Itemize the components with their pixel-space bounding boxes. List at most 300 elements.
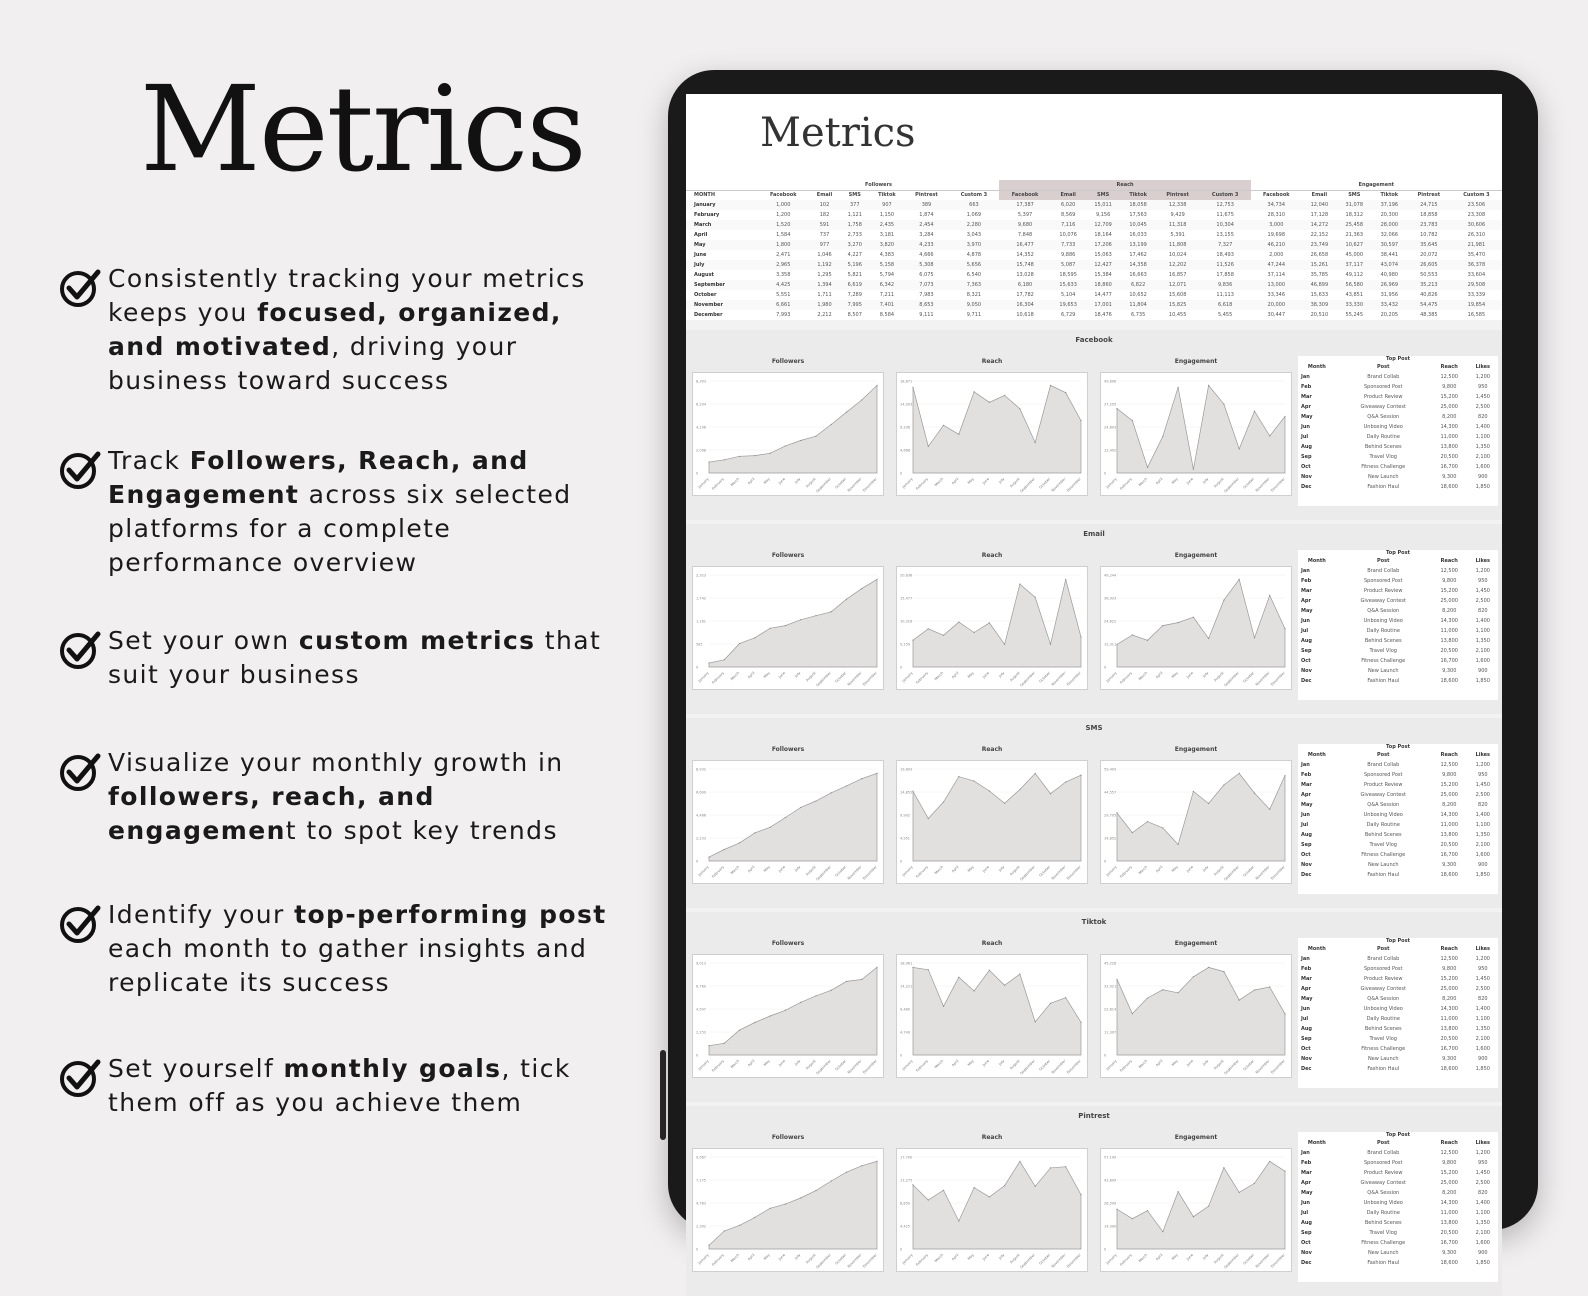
post-cell[interactable]: New Launch	[1367, 474, 1399, 480]
metric-cell[interactable]: 11,113	[1216, 292, 1234, 298]
likes-cell[interactable]: 1,350	[1475, 638, 1490, 644]
reach-cell[interactable]: 20,500	[1440, 842, 1458, 848]
post-cell[interactable]: Q&A Session	[1367, 802, 1400, 808]
metric-cell[interactable]: 17,782	[1016, 292, 1034, 298]
metric-cell[interactable]: 18,858	[1420, 212, 1438, 218]
likes-cell[interactable]: 1,200	[1475, 762, 1490, 768]
metric-cell[interactable]: 18,493	[1216, 252, 1234, 258]
likes-cell[interactable]: 1,200	[1475, 956, 1490, 962]
metric-cell[interactable]: 1,800	[758, 240, 809, 250]
reach-cell[interactable]: 16,700	[1440, 852, 1458, 858]
metric-cell[interactable]: 8,507	[847, 312, 862, 318]
post-cell[interactable]: Giveaway Contest	[1360, 986, 1406, 992]
metric-cell[interactable]: 6,822	[1121, 280, 1156, 290]
post-cell[interactable]: Behind Scenes	[1364, 638, 1402, 644]
likes-cell[interactable]: 1,450	[1475, 782, 1490, 788]
metric-cell[interactable]: 36,378	[1451, 260, 1502, 270]
likes-cell[interactable]: 1,200	[1475, 568, 1490, 574]
post-cell[interactable]: Q&A Session	[1367, 996, 1400, 1002]
post-cell[interactable]: Sponsored Post	[1363, 578, 1403, 584]
metric-cell[interactable]: 7,363	[948, 280, 999, 290]
metric-cell[interactable]: 4,233	[904, 240, 948, 250]
metric-cell[interactable]: 45,000	[1345, 252, 1364, 258]
metric-cell[interactable]: 22,152	[1310, 232, 1329, 238]
metric-cell[interactable]: 18,058	[1121, 200, 1156, 210]
metric-cell[interactable]: 23,783	[1407, 220, 1451, 230]
metric-cell[interactable]: 26,310	[1467, 232, 1486, 238]
metric-cell[interactable]: 5,397	[1017, 212, 1033, 218]
reach-cell[interactable]: 18,600	[1440, 872, 1458, 878]
post-cell[interactable]: Daily Routine	[1366, 434, 1400, 440]
metric-cell[interactable]: 6,342	[869, 280, 904, 290]
post-cell[interactable]: New Launch	[1367, 862, 1399, 868]
likes-cell[interactable]: 2,500	[1475, 1180, 1490, 1186]
reach-cell[interactable]: 8,200	[1442, 996, 1457, 1002]
reach-cell[interactable]: 13,800	[1440, 832, 1458, 838]
metric-cell[interactable]: 10,627	[1337, 240, 1372, 250]
reach-cell[interactable]: 12,500	[1440, 568, 1458, 574]
metric-cell[interactable]: 6,540	[966, 272, 982, 278]
metric-cell[interactable]: 6,180	[999, 280, 1050, 290]
metric-cell[interactable]: 7,993	[776, 312, 791, 318]
metric-cell[interactable]: 18,595	[1059, 272, 1077, 278]
metric-cell[interactable]: 30,447	[1267, 312, 1286, 318]
likes-cell[interactable]: 1,400	[1475, 424, 1490, 430]
metric-cell[interactable]: 23,749	[1302, 240, 1337, 250]
metric-cell[interactable]: 1,200	[776, 212, 791, 218]
metric-cell[interactable]: 20,510	[1310, 312, 1329, 318]
likes-cell[interactable]: 2,100	[1475, 1230, 1490, 1236]
metric-cell[interactable]: 907	[869, 200, 904, 210]
likes-cell[interactable]: 900	[1478, 1250, 1488, 1256]
reach-cell[interactable]: 13,800	[1440, 638, 1458, 644]
metric-cell[interactable]: 2,280	[948, 220, 999, 230]
post-cell[interactable]: Daily Routine	[1366, 1210, 1400, 1216]
likes-cell[interactable]: 1,600	[1475, 1240, 1490, 1246]
metric-cell[interactable]: 10,782	[1420, 232, 1438, 238]
metric-cell[interactable]: 33,432	[1372, 300, 1407, 310]
metric-cell[interactable]: 21,981	[1451, 240, 1502, 250]
reach-cell[interactable]: 13,800	[1440, 1220, 1458, 1226]
metric-cell[interactable]: 26,969	[1372, 280, 1407, 290]
reach-cell[interactable]: 12,500	[1440, 956, 1458, 962]
post-cell[interactable]: Brand Collab	[1367, 568, 1400, 574]
metric-cell[interactable]: 17,858	[1216, 272, 1234, 278]
metric-cell[interactable]: 38,441	[1380, 252, 1399, 258]
reach-cell[interactable]: 14,300	[1440, 618, 1458, 624]
post-cell[interactable]: New Launch	[1367, 668, 1399, 674]
post-cell[interactable]: Fitness Challenge	[1361, 658, 1406, 664]
reach-cell[interactable]: 16,700	[1440, 464, 1458, 470]
metric-cell[interactable]: 6,735	[1130, 312, 1146, 318]
metric-cell[interactable]: 5,551	[776, 292, 791, 298]
metric-cell[interactable]: 17,462	[1129, 252, 1147, 258]
metric-cell[interactable]: 31,078	[1337, 200, 1372, 210]
metric-cell[interactable]: 1,394	[809, 280, 840, 290]
post-cell[interactable]: Fashion Haul	[1367, 872, 1400, 878]
metric-cell[interactable]: 15,608	[1168, 292, 1187, 298]
metric-cell[interactable]: 17,387	[999, 200, 1050, 210]
reach-cell[interactable]: 12,500	[1440, 762, 1458, 768]
metric-cell[interactable]: 15,748	[999, 260, 1050, 270]
metric-cell[interactable]: 35,785	[1310, 272, 1329, 278]
metric-cell[interactable]: 3,284	[919, 232, 934, 238]
reach-cell[interactable]: 15,200	[1440, 394, 1458, 400]
post-cell[interactable]: Fashion Haul	[1367, 1260, 1400, 1266]
post-cell[interactable]: Unboxing Video	[1363, 424, 1403, 430]
reach-cell[interactable]: 9,300	[1442, 1250, 1457, 1256]
reach-cell[interactable]: 8,200	[1442, 414, 1457, 420]
metric-cell[interactable]: 1,046	[817, 252, 832, 258]
likes-cell[interactable]: 900	[1478, 668, 1488, 674]
reach-cell[interactable]: 25,000	[1440, 598, 1458, 604]
post-cell[interactable]: Behind Scenes	[1364, 832, 1402, 838]
reach-cell[interactable]: 9,800	[1442, 966, 1457, 972]
metric-cell[interactable]: 13,028	[1016, 272, 1034, 278]
post-cell[interactable]: Fitness Challenge	[1361, 852, 1406, 858]
metric-cell[interactable]: 26,605	[1407, 260, 1451, 270]
metric-cell[interactable]: 15,633	[1051, 280, 1086, 290]
likes-cell[interactable]: 1,850	[1475, 484, 1490, 490]
metric-cell[interactable]: 1,069	[966, 212, 982, 218]
likes-cell[interactable]: 950	[1478, 772, 1488, 778]
metric-cell[interactable]: 9,680	[999, 220, 1050, 230]
likes-cell[interactable]: 1,400	[1475, 1200, 1490, 1206]
metric-cell[interactable]: 5,794	[879, 272, 895, 278]
post-cell[interactable]: Unboxing Video	[1363, 618, 1403, 624]
metric-cell[interactable]: 15,825	[1156, 300, 1200, 310]
metric-cell[interactable]: 10,024	[1168, 252, 1187, 258]
post-cell[interactable]: Behind Scenes	[1364, 444, 1402, 450]
metric-cell[interactable]: 3,358	[776, 272, 791, 278]
metric-cell[interactable]: 9,050	[948, 300, 999, 310]
metric-cell[interactable]: 15,011	[1086, 200, 1121, 210]
reach-cell[interactable]: 9,300	[1442, 862, 1457, 868]
reach-cell[interactable]: 15,200	[1440, 976, 1458, 982]
metric-cell[interactable]: 1,295	[817, 272, 832, 278]
metric-cell[interactable]: 16,033	[1129, 232, 1147, 238]
metric-cell[interactable]: 977	[809, 240, 840, 250]
metric-cell[interactable]: 15,261	[1302, 260, 1337, 270]
likes-cell[interactable]: 1,850	[1475, 1260, 1490, 1266]
likes-cell[interactable]: 950	[1478, 966, 1488, 972]
metric-cell[interactable]: 10,618	[1016, 312, 1034, 318]
likes-cell[interactable]: 1,850	[1475, 872, 1490, 878]
metric-cell[interactable]: 37,117	[1337, 260, 1372, 270]
metric-cell[interactable]: 11,808	[1156, 240, 1200, 250]
metric-cell[interactable]: 33,330	[1337, 300, 1372, 310]
metric-cell[interactable]: 8,653	[904, 300, 948, 310]
likes-cell[interactable]: 1,450	[1475, 588, 1490, 594]
likes-cell[interactable]: 900	[1478, 1056, 1488, 1062]
metric-cell[interactable]: 12,427	[1086, 260, 1121, 270]
metric-cell[interactable]: 14,477	[1094, 292, 1112, 298]
metric-cell[interactable]: 3,820	[869, 240, 904, 250]
reach-cell[interactable]: 18,600	[1440, 484, 1458, 490]
reach-cell[interactable]: 8,200	[1442, 1190, 1457, 1196]
metric-cell[interactable]: 20,000	[1251, 300, 1302, 310]
reach-cell[interactable]: 14,300	[1440, 424, 1458, 430]
metric-cell[interactable]: 5,158	[869, 260, 904, 270]
metric-cell[interactable]: 13,000	[1251, 280, 1302, 290]
metric-cell[interactable]: 12,709	[1086, 220, 1121, 230]
likes-cell[interactable]: 1,850	[1475, 678, 1490, 684]
post-cell[interactable]: Unboxing Video	[1363, 1200, 1403, 1206]
metric-cell[interactable]: 15,384	[1094, 272, 1112, 278]
reach-cell[interactable]: 14,300	[1440, 812, 1458, 818]
reach-cell[interactable]: 16,700	[1440, 1240, 1458, 1246]
metric-cell[interactable]: 10,652	[1129, 292, 1147, 298]
post-cell[interactable]: Fitness Challenge	[1361, 1240, 1406, 1246]
likes-cell[interactable]: 820	[1478, 996, 1488, 1002]
metric-cell[interactable]: 23,308	[1467, 212, 1486, 218]
likes-cell[interactable]: 1,200	[1475, 374, 1490, 380]
reach-cell[interactable]: 14,300	[1440, 1200, 1458, 1206]
metric-cell[interactable]: 7,733	[1051, 240, 1086, 250]
post-cell[interactable]: Sponsored Post	[1363, 966, 1403, 972]
metric-cell[interactable]: 4,383	[879, 252, 895, 258]
metric-cell[interactable]: 24,715	[1407, 200, 1451, 210]
reach-cell[interactable]: 11,000	[1440, 1210, 1458, 1216]
metric-cell[interactable]: 377	[840, 200, 869, 210]
post-cell[interactable]: Sponsored Post	[1363, 1160, 1403, 1166]
metric-cell[interactable]: 35,213	[1407, 280, 1451, 290]
post-cell[interactable]: Brand Collab	[1367, 1150, 1400, 1156]
reach-cell[interactable]: 9,300	[1442, 474, 1457, 480]
likes-cell[interactable]: 1,350	[1475, 1220, 1490, 1226]
metric-cell[interactable]: 5,196	[840, 260, 869, 270]
likes-cell[interactable]: 1,100	[1475, 434, 1490, 440]
metric-cell[interactable]: 18,164	[1094, 232, 1112, 238]
metric-cell[interactable]: 1,192	[809, 260, 840, 270]
metric-cell[interactable]: 2,212	[817, 312, 832, 318]
reach-cell[interactable]: 15,200	[1440, 1170, 1458, 1176]
post-cell[interactable]: Giveaway Contest	[1360, 404, 1406, 410]
metric-cell[interactable]: 1,874	[919, 212, 934, 218]
likes-cell[interactable]: 820	[1478, 414, 1488, 420]
metric-cell[interactable]: 7,211	[879, 292, 895, 298]
post-cell[interactable]: Sponsored Post	[1363, 772, 1403, 778]
likes-cell[interactable]: 1,100	[1475, 1210, 1490, 1216]
reach-cell[interactable]: 9,800	[1442, 1160, 1457, 1166]
metric-cell[interactable]: 15,633	[1310, 292, 1329, 298]
metric-cell[interactable]: 30,597	[1372, 240, 1407, 250]
metric-cell[interactable]: 9,156	[1095, 212, 1111, 218]
metric-cell[interactable]: 14,272	[1302, 220, 1337, 230]
post-cell[interactable]: Product Review	[1364, 782, 1403, 788]
metric-cell[interactable]: 10,076	[1059, 232, 1077, 238]
metric-cell[interactable]: 8,321	[966, 292, 982, 298]
reach-cell[interactable]: 9,800	[1442, 578, 1457, 584]
likes-cell[interactable]: 1,600	[1475, 658, 1490, 664]
post-cell[interactable]: Travel Vlog	[1369, 1036, 1397, 1042]
metric-cell[interactable]: 9,111	[919, 312, 934, 318]
reach-cell[interactable]: 14,300	[1440, 1006, 1458, 1012]
metric-cell[interactable]: 12,753	[1200, 200, 1251, 210]
metric-cell[interactable]: 19,653	[1051, 300, 1086, 310]
metric-cell[interactable]: 34,734	[1251, 200, 1302, 210]
metric-cell[interactable]: 33,604	[1467, 272, 1486, 278]
metric-cell[interactable]: 5,308	[904, 260, 948, 270]
metric-cell[interactable]: 43,851	[1345, 292, 1364, 298]
likes-cell[interactable]: 950	[1478, 578, 1488, 584]
metric-cell[interactable]: 43,074	[1372, 260, 1407, 270]
reach-cell[interactable]: 13,800	[1440, 1026, 1458, 1032]
reach-cell[interactable]: 9,300	[1442, 668, 1457, 674]
metric-cell[interactable]: 20,205	[1380, 312, 1399, 318]
metric-cell[interactable]: 8,584	[879, 312, 895, 318]
metric-cell[interactable]: 10,455	[1168, 312, 1187, 318]
likes-cell[interactable]: 2,500	[1475, 404, 1490, 410]
metric-cell[interactable]: 1,711	[817, 292, 832, 298]
metric-cell[interactable]: 13,155	[1216, 232, 1234, 238]
likes-cell[interactable]: 2,100	[1475, 454, 1490, 460]
metric-cell[interactable]: 6,618	[1200, 300, 1251, 310]
metric-cell[interactable]: 2,000	[1269, 252, 1284, 258]
metric-cell[interactable]: 11,804	[1121, 300, 1156, 310]
reach-cell[interactable]: 25,000	[1440, 1180, 1458, 1186]
metric-cell[interactable]: 4,878	[966, 252, 982, 258]
metric-cell[interactable]: 21,363	[1345, 232, 1364, 238]
metric-cell[interactable]: 35,470	[1467, 252, 1486, 258]
metric-cell[interactable]: 9,886	[1061, 252, 1076, 258]
post-cell[interactable]: Brand Collab	[1367, 956, 1400, 962]
post-cell[interactable]: Behind Scenes	[1364, 1026, 1402, 1032]
reach-cell[interactable]: 9,800	[1442, 384, 1457, 390]
metric-cell[interactable]: 28,000	[1372, 220, 1407, 230]
likes-cell[interactable]: 1,600	[1475, 852, 1490, 858]
metric-cell[interactable]: 3,043	[966, 232, 982, 238]
metric-cell[interactable]: 2,471	[776, 252, 791, 258]
metric-cell[interactable]: 48,385	[1420, 312, 1438, 318]
metric-cell[interactable]: 20,300	[1380, 212, 1399, 218]
metric-cell[interactable]: 19,854	[1451, 300, 1502, 310]
metric-cell[interactable]: 6,020	[1051, 200, 1086, 210]
metric-cell[interactable]: 1,980	[809, 300, 840, 310]
metric-cell[interactable]: 16,477	[999, 240, 1050, 250]
post-cell[interactable]: Fitness Challenge	[1361, 464, 1406, 470]
metric-cell[interactable]: 11,526	[1200, 260, 1251, 270]
post-cell[interactable]: Daily Routine	[1366, 1016, 1400, 1022]
metric-cell[interactable]: 737	[819, 232, 830, 238]
reach-cell[interactable]: 25,000	[1440, 792, 1458, 798]
reach-cell[interactable]: 8,200	[1442, 802, 1457, 808]
post-cell[interactable]: New Launch	[1367, 1056, 1399, 1062]
metric-cell[interactable]: 1,520	[758, 220, 809, 230]
reach-cell[interactable]: 16,700	[1440, 658, 1458, 664]
metric-cell[interactable]: 16,585	[1467, 312, 1486, 318]
post-cell[interactable]: Brand Collab	[1367, 762, 1400, 768]
post-cell[interactable]: Giveaway Contest	[1360, 792, 1406, 798]
metric-cell[interactable]: 15,063	[1094, 252, 1112, 258]
metric-cell[interactable]: 40,980	[1380, 272, 1399, 278]
metric-cell[interactable]: 3,000	[1251, 220, 1302, 230]
likes-cell[interactable]: 820	[1478, 608, 1488, 614]
reach-cell[interactable]: 9,300	[1442, 1056, 1457, 1062]
likes-cell[interactable]: 1,850	[1475, 1066, 1490, 1072]
metric-cell[interactable]: 4,425	[758, 280, 809, 290]
reach-cell[interactable]: 25,000	[1440, 404, 1458, 410]
likes-cell[interactable]: 1,400	[1475, 1006, 1490, 1012]
metric-cell[interactable]: 5,104	[1061, 292, 1076, 298]
metric-cell[interactable]: 5,656	[948, 260, 999, 270]
metric-cell[interactable]: 2,965	[758, 260, 809, 270]
metric-cell[interactable]: 2,733	[847, 232, 862, 238]
metric-cell[interactable]: 37,196	[1372, 200, 1407, 210]
post-cell[interactable]: Fashion Haul	[1367, 1066, 1400, 1072]
likes-cell[interactable]: 820	[1478, 802, 1488, 808]
metric-cell[interactable]: 1,000	[758, 200, 809, 210]
likes-cell[interactable]: 2,500	[1475, 986, 1490, 992]
metric-cell[interactable]: 7,289	[847, 292, 862, 298]
metric-cell[interactable]: 12,040	[1302, 200, 1337, 210]
post-cell[interactable]: New Launch	[1367, 1250, 1399, 1256]
post-cell[interactable]: Giveaway Contest	[1360, 598, 1406, 604]
metric-cell[interactable]: 6,661	[758, 300, 809, 310]
reach-cell[interactable]: 13,800	[1440, 444, 1458, 450]
metric-cell[interactable]: 17,206	[1086, 240, 1121, 250]
reach-cell[interactable]: 25,000	[1440, 986, 1458, 992]
post-cell[interactable]: Q&A Session	[1367, 608, 1400, 614]
metric-cell[interactable]: 2,435	[869, 220, 904, 230]
post-cell[interactable]: Fitness Challenge	[1361, 1046, 1406, 1052]
metric-cell[interactable]: 12,338	[1156, 200, 1200, 210]
metric-cell[interactable]: 18,476	[1094, 312, 1112, 318]
post-cell[interactable]: Travel Vlog	[1369, 454, 1397, 460]
metric-cell[interactable]: 5,391	[1170, 232, 1185, 238]
metric-cell[interactable]: 7,327	[1200, 240, 1251, 250]
metric-cell[interactable]: 2,454	[904, 220, 948, 230]
likes-cell[interactable]: 820	[1478, 1190, 1488, 1196]
metric-cell[interactable]: 9,429	[1170, 212, 1185, 218]
metric-cell[interactable]: 591	[809, 220, 840, 230]
reach-cell[interactable]: 18,600	[1440, 678, 1458, 684]
metric-cell[interactable]: 663	[948, 200, 999, 210]
metric-cell[interactable]: 9,836	[1200, 280, 1251, 290]
metric-cell[interactable]: 5,821	[847, 272, 862, 278]
metric-cell[interactable]: 35,645	[1407, 240, 1451, 250]
post-cell[interactable]: Product Review	[1364, 588, 1403, 594]
metric-cell[interactable]: 13,199	[1121, 240, 1156, 250]
likes-cell[interactable]: 1,450	[1475, 1170, 1490, 1176]
metric-cell[interactable]: 7,995	[840, 300, 869, 310]
reach-cell[interactable]: 9,800	[1442, 772, 1457, 778]
reach-cell[interactable]: 11,000	[1440, 822, 1458, 828]
reach-cell[interactable]: 11,000	[1440, 434, 1458, 440]
reach-cell[interactable]: 18,600	[1440, 1066, 1458, 1072]
metric-cell[interactable]: 37,114	[1267, 272, 1286, 278]
likes-cell[interactable]: 1,450	[1475, 394, 1490, 400]
metric-cell[interactable]: 7,073	[904, 280, 948, 290]
likes-cell[interactable]: 1,350	[1475, 1026, 1490, 1032]
metric-cell[interactable]: 19,698	[1267, 232, 1286, 238]
metric-cell[interactable]: 3,270	[840, 240, 869, 250]
metric-cell[interactable]: 26,658	[1310, 252, 1329, 258]
post-cell[interactable]: Product Review	[1364, 1170, 1403, 1176]
likes-cell[interactable]: 950	[1478, 1160, 1488, 1166]
likes-cell[interactable]: 950	[1478, 384, 1488, 390]
likes-cell[interactable]: 2,100	[1475, 842, 1490, 848]
reach-cell[interactable]: 11,000	[1440, 1016, 1458, 1022]
post-cell[interactable]: Q&A Session	[1367, 1190, 1400, 1196]
post-cell[interactable]: Fashion Haul	[1367, 678, 1400, 684]
metric-cell[interactable]: 7,983	[919, 292, 934, 298]
metric-cell[interactable]: 389	[904, 200, 948, 210]
post-cell[interactable]: Daily Routine	[1366, 628, 1400, 634]
post-cell[interactable]: Travel Vlog	[1369, 648, 1397, 654]
likes-cell[interactable]: 900	[1478, 862, 1488, 868]
metric-cell[interactable]: 29,508	[1451, 280, 1502, 290]
